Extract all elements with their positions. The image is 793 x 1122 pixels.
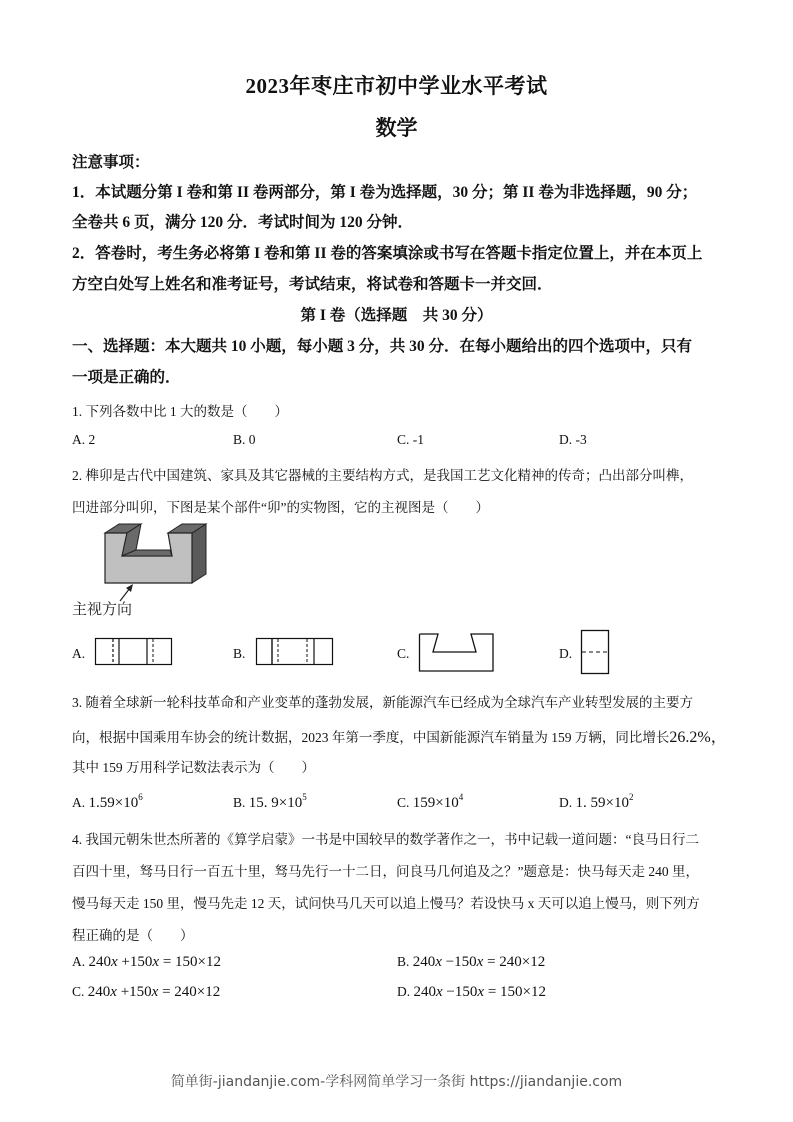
option-text: 2 bbox=[88, 432, 96, 447]
q3-option-c[interactable] bbox=[397, 792, 463, 812]
notice-heading: 注意事项： bbox=[72, 154, 150, 171]
option-math: 1. $59\times 10^2$ bbox=[575, 792, 634, 811]
option-label: B. bbox=[233, 795, 246, 810]
option-math: $1.59\times 10^6$ bbox=[88, 792, 143, 811]
option-label: D. bbox=[397, 984, 411, 999]
notice-item-2-line-2: 方空白处写上姓名和准考证号，考试结束，将试卷和答题卡一并交回． bbox=[72, 276, 553, 293]
footer-watermark: 简单街-jiandanjie.com-学科网简单学习一条街 https://jiandanjie.com bbox=[170, 1074, 623, 1090]
question-3-stem-line-2 bbox=[72, 724, 727, 747]
q3-option-b[interactable] bbox=[233, 792, 307, 812]
q2-option-a-figure[interactable] bbox=[95, 638, 175, 668]
option-label: C. bbox=[72, 984, 85, 999]
option-label: A. bbox=[72, 432, 86, 447]
question-4-stem-line-4: 程正确的是（ ） bbox=[72, 928, 194, 943]
option-label: C. bbox=[397, 432, 410, 447]
question-3-stem-line-2-text: 向，根据中国乘用车协会的统计数据，2023 年第一季度，中国新能源汽车销量为 159 万辆，同比增长 bbox=[72, 730, 670, 745]
q3-option-d[interactable] bbox=[559, 792, 633, 812]
section-title: 第 I 卷（选择题 共 30 分） bbox=[300, 307, 493, 324]
q2-option-c-figure[interactable] bbox=[419, 630, 499, 674]
q2-option-b-label[interactable]: B. bbox=[233, 646, 246, 661]
notice-item-1-line-1: 1．本试题分第 I 卷和第 II 卷两部分，第 I 卷为选择题，30 分；第 II 卷为非选择题，90 分； bbox=[72, 184, 698, 201]
question-4-stem-line-2: 百四十里，驽马日行一百五十里，驽马先行一十二日，问良马几何追及之？”题意是：快马每天走 240 里， bbox=[72, 864, 699, 879]
q2-option-a-label[interactable]: A. bbox=[72, 646, 86, 661]
notice-item-1-line-2: 全卷共 6 页，满分 120 分．考试时间为 120 分钟． bbox=[72, 214, 414, 231]
question-3-stem-line-1: 3. 随着全球新一轮科技革命和产业变革的蓬勃发展，新能源汽车已经成为全球汽车产业转型发展的主要方 bbox=[72, 695, 693, 710]
option-label: D. bbox=[559, 432, 573, 447]
exam-subject: 数学 bbox=[375, 116, 418, 140]
q3-option-a[interactable] bbox=[72, 792, 143, 812]
section-instruction-line-2: 一项是正确的． bbox=[72, 369, 181, 386]
option-text: -1 bbox=[412, 432, 425, 447]
q2-option-c-label[interactable]: C. bbox=[397, 646, 410, 661]
question-2-stem-line-2: 凹进部分叫卯，下图是某个部件“卯”的实物图，它的主视图是（ ） bbox=[72, 500, 489, 515]
option-label: C. bbox=[397, 795, 410, 810]
option-label: B. bbox=[397, 954, 410, 969]
option-equation: 240x −150x = 150×12 bbox=[413, 984, 546, 1000]
option-label: A. bbox=[72, 954, 86, 969]
q4-option-a[interactable] bbox=[72, 954, 221, 971]
option-text: 0 bbox=[248, 432, 256, 447]
question-2-stem-line-1: 2. 榫卯是古代中国建筑、家具及其它器械的主要结构方式，是我国工艺文化精神的传奇；凸出部分叫榫， bbox=[72, 468, 693, 483]
question-1-stem: 1. 下列各数中比 1 大的数是（ ） bbox=[72, 404, 288, 419]
option-label: A. bbox=[72, 795, 86, 810]
section-instruction-line-1: 一、选择题：本大题共 10 小题，每小题 3 分，共 30 分．在每小题给出的四个选项中，只有 bbox=[72, 338, 693, 355]
option-math: $159\times 10^4$ bbox=[412, 792, 464, 811]
option-math: 15. $9\times 10^5$ bbox=[248, 792, 307, 811]
option-equation: 240x −150x = 240×12 bbox=[412, 954, 546, 970]
q4-option-d[interactable] bbox=[397, 984, 546, 1001]
question-3-stem-line-3: 其中 159 万用科学记数法表示为（ ） bbox=[72, 760, 315, 775]
growth-rate: 26.2%， bbox=[669, 729, 727, 746]
option-text: -3 bbox=[575, 432, 587, 447]
exam-title: 2023年枣庄市初中学业水平考试 bbox=[245, 74, 548, 98]
question-4-stem-line-3: 慢马每天走 150 里，慢马先走 12 天，试问快马几天可以追上慢马？若设快马 x 天可以追上慢马，则下列方 bbox=[72, 896, 700, 911]
option-label: D. bbox=[559, 795, 573, 810]
option-equation: 240x +150x = 150×12 bbox=[88, 954, 221, 970]
question-4-stem-line-1: 4. 我国元朝朱世杰所著的《算学启蒙》一书是中国较早的数学著作之一，书中记载一道问题：“良马日行二 bbox=[72, 832, 699, 847]
q2-option-b-figure[interactable] bbox=[256, 638, 336, 668]
q2-option-d-figure[interactable] bbox=[581, 630, 613, 676]
q4-option-b[interactable] bbox=[397, 954, 545, 971]
notice-item-2-line-1: 2．答卷时，考生务必将第 I 卷和第 II 卷的答案填涂或书写在答题卡指定位置上，并在本页上 bbox=[72, 245, 703, 262]
front-view-direction-caption: 主视方向 bbox=[72, 600, 133, 618]
q2-option-d-label[interactable]: D. bbox=[559, 646, 573, 661]
q4-option-c[interactable] bbox=[72, 984, 220, 1001]
option-label: B. bbox=[233, 432, 246, 447]
option-equation: 240x +150x = 240×12 bbox=[87, 984, 221, 1000]
